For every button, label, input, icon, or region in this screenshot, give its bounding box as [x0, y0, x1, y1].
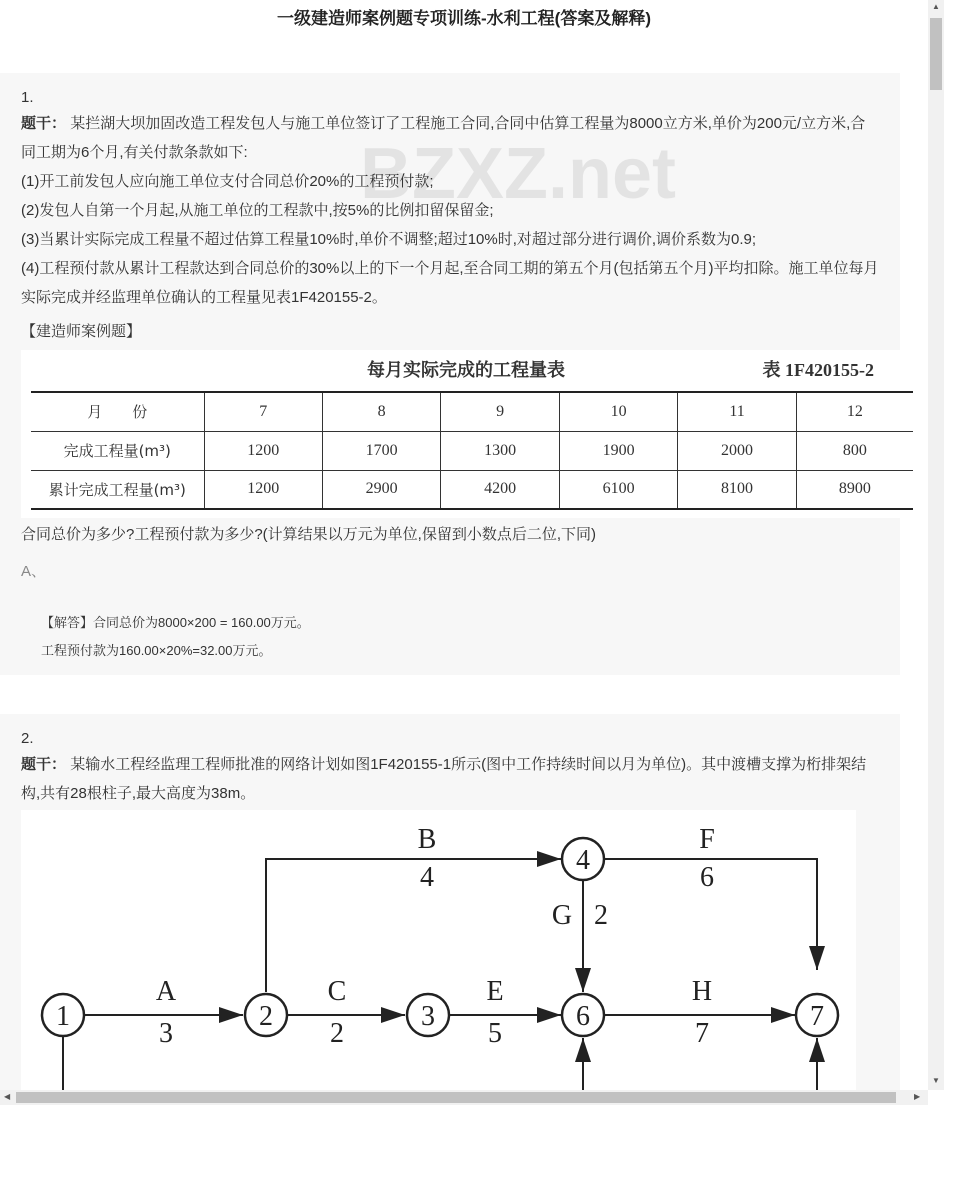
sub-question: 合同总价为多少?工程预付款为多少?(计算结果以万元为单位,保留到小数点后二位,下同) — [21, 526, 597, 543]
quantity-table-image — [21, 350, 914, 518]
table-row — [31, 392, 913, 431]
edge-name-label: F — [699, 824, 715, 855]
question-card-1 — [0, 73, 900, 675]
scroll-down-arrow[interactable]: ▼ — [932, 1076, 940, 1085]
table-cell: 完成工程量(m³) — [31, 431, 204, 470]
edge-name-label: H — [691, 976, 713, 1007]
table-cell: 2000 — [678, 431, 796, 470]
clause: (1)开工前发包人应向施工单位支付合同总价20%的工程预付款; — [21, 173, 434, 190]
table-cell: 1200 — [204, 431, 322, 470]
table-cell: 7 — [204, 392, 322, 431]
option-label: A、 — [21, 563, 47, 580]
table-cell: 1700 — [322, 431, 440, 470]
edge-B — [266, 859, 561, 992]
node-label: 7 — [810, 1001, 824, 1032]
horizontal-scroll-thumb[interactable] — [16, 1092, 896, 1103]
table-cell: 累计完成工程量(m³) — [31, 470, 204, 509]
question-number: 2. — [21, 730, 34, 747]
network-svg — [21, 810, 856, 1090]
answer-line: 【解答】合同总价为8000×200 = 160.00万元。 — [41, 615, 310, 630]
table-caption: 每月实际完成的工程量表 — [367, 360, 565, 381]
page-title: 一级建造师案例题专项训练-水利工程(答案及解释) — [277, 9, 651, 28]
edge-duration-label: 7 — [695, 1018, 709, 1049]
table-cell: 9 — [441, 392, 559, 431]
table-cell: 月 份 — [31, 392, 204, 431]
vertical-scroll-thumb[interactable] — [930, 18, 942, 90]
clause: (4)工程预付款从累计工程款达到合同总价的30%以上的下一个月起,至合同工期的第五个月(包括第五个月)平均扣除。施工单位每月实际完成并经监理单位确认的工程量见表1F420155-2。 — [21, 260, 879, 306]
edge-duration-label: 6 — [700, 862, 714, 893]
edge-name-label: G — [551, 900, 573, 931]
node-7 — [796, 994, 838, 1036]
table-cell: 2900 — [322, 470, 440, 509]
edge-name-label: A — [155, 976, 177, 1007]
question-stem — [21, 750, 879, 808]
node-label: 3 — [421, 1001, 435, 1032]
edge-duration-label: 3 — [159, 1018, 173, 1049]
table-cell: 800 — [796, 431, 913, 470]
table-cell: 8100 — [678, 470, 796, 509]
edge-duration-label: 2 — [330, 1018, 344, 1049]
vertical-scrollbar[interactable] — [928, 0, 944, 1090]
source-tag: 【建造师案例题】 — [21, 323, 142, 340]
table-cell: 4200 — [441, 470, 559, 509]
table-cell: 12 — [796, 392, 913, 431]
node-2 — [245, 994, 287, 1036]
table-row — [31, 470, 913, 509]
edge-name-label: C — [327, 976, 347, 1007]
stem-text: 某拦湖大坝加固改造工程发包人与施工单位签订了工程施工合同,合同中估算工程量为8000立方米,单价为200元/立方米,合同工期为6个月,有关付款条款如下: — [21, 115, 866, 161]
table-cell: 1200 — [204, 470, 322, 509]
edge-name-label: B — [417, 824, 437, 855]
table-row — [31, 431, 913, 470]
table-cell: 1300 — [441, 431, 559, 470]
edge-name-label: E — [486, 976, 504, 1007]
scroll-right-arrow[interactable]: ▶ — [914, 1092, 921, 1101]
node-1 — [42, 994, 84, 1036]
table-cell: 6100 — [559, 470, 677, 509]
stem-text: 某输水工程经监理工程师批准的网络计划如图1F420155-1所示(图中工作持续时间以月为单位)。其中渡槽支撑为桁排架结构,共有28根柱子,最大高度为38m。 — [21, 756, 867, 802]
table-cell: 8900 — [796, 470, 913, 509]
quantity-table — [31, 391, 913, 510]
edge-duration-label: 2 — [594, 900, 608, 931]
stem-label: 题干： — [21, 756, 67, 773]
watermark: BZXZ.net — [360, 134, 676, 214]
answer — [41, 609, 879, 665]
scroll-up-arrow[interactable]: ▲ — [932, 2, 940, 11]
table-number: 表 1F420155-2 — [762, 360, 874, 380]
node-label: 1 — [56, 1001, 70, 1032]
node-3 — [407, 994, 449, 1036]
node-label: 6 — [576, 1001, 590, 1032]
clause: (3)当累计实际完成工程量不超过估算工程量10%时,单价不调整;超过10%时,对超过部分进行调价,调价系数为0.9; — [21, 231, 757, 248]
table-cell: 11 — [678, 392, 796, 431]
table-cell: 8 — [322, 392, 440, 431]
clause: (2)发包人自第一个月起,从施工单位的工程款中,按5%的比例扣留保留金; — [21, 202, 494, 219]
node-label: 2 — [259, 1001, 273, 1032]
node-6 — [562, 994, 604, 1036]
table-cell: 1900 — [559, 431, 677, 470]
network-diagram — [21, 810, 856, 1090]
question-card-2 — [0, 714, 900, 1090]
edge-duration-label: 5 — [488, 1018, 502, 1049]
stem-label: 题干： — [21, 115, 67, 132]
edge-duration-label: 4 — [420, 862, 434, 893]
horizontal-scrollbar[interactable] — [0, 1090, 928, 1105]
table-cell: 10 — [559, 392, 677, 431]
node-label: 4 — [576, 845, 590, 876]
scroll-left-arrow[interactable]: ◀ — [4, 1092, 11, 1101]
question-number: 1. — [21, 89, 34, 106]
answer-line: 工程预付款为160.00×20%=32.00万元。 — [41, 643, 272, 658]
node-4 — [562, 838, 604, 880]
